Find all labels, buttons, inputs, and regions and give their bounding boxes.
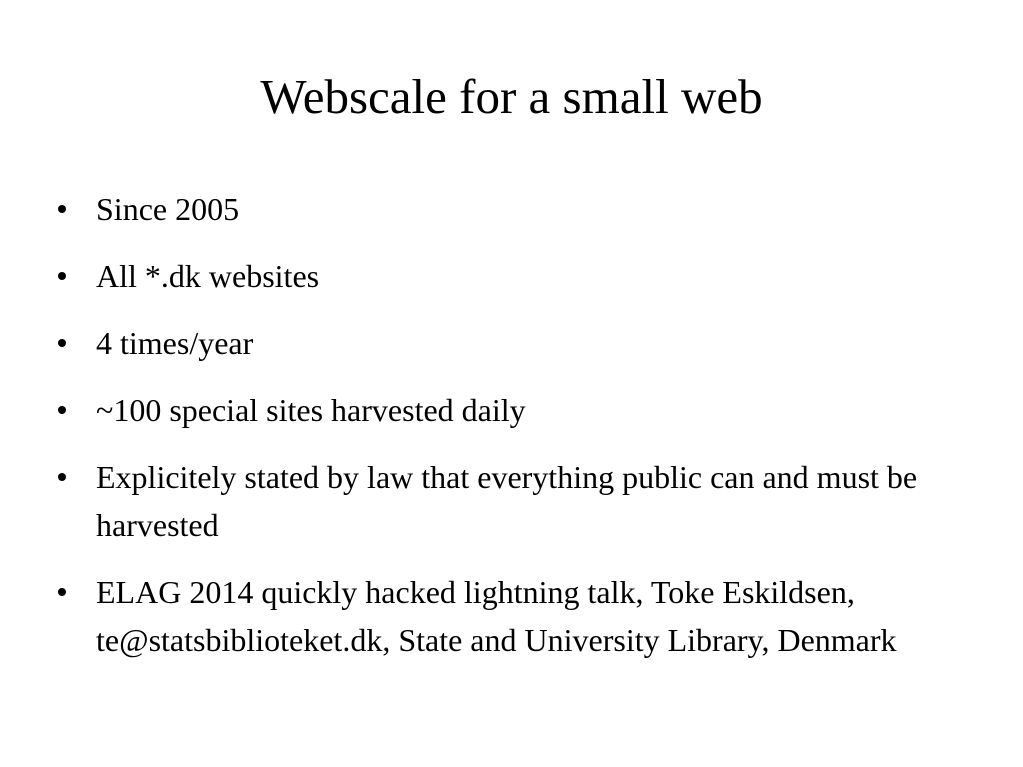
bullet-dot-icon — [58, 205, 66, 213]
bullet-text: 4 times/year — [96, 325, 254, 361]
bullet-dot-icon — [58, 588, 66, 596]
bullet-list — [58, 185, 978, 683]
bullet-dot-icon — [58, 406, 66, 414]
bullet-item-frequency — [58, 319, 978, 367]
bullet-dot-icon — [58, 339, 66, 347]
slide-title: Webscale for a small web — [260, 69, 763, 124]
bullet-text: Since 2005 — [96, 191, 240, 227]
bullet-item-websites — [58, 252, 978, 300]
bullet-item-special-sites — [58, 386, 978, 434]
bullet-text: ELAG 2014 quickly hacked lightning talk, Toke Eskildsen, te@statsbiblioteket.dk, State and University Library, Denmark — [96, 574, 897, 658]
bullet-item-law — [58, 453, 978, 549]
bullet-text: Explicitely stated by law that everything public can and must be harvested — [96, 459, 918, 543]
bullet-text: All *.dk websites — [96, 258, 320, 294]
bullet-text: ~100 special sites harvested daily — [96, 392, 526, 428]
bullet-item-since — [58, 185, 978, 233]
bullet-item-credits — [58, 568, 978, 664]
bullet-dot-icon — [58, 473, 66, 481]
bullet-dot-icon — [58, 272, 66, 280]
